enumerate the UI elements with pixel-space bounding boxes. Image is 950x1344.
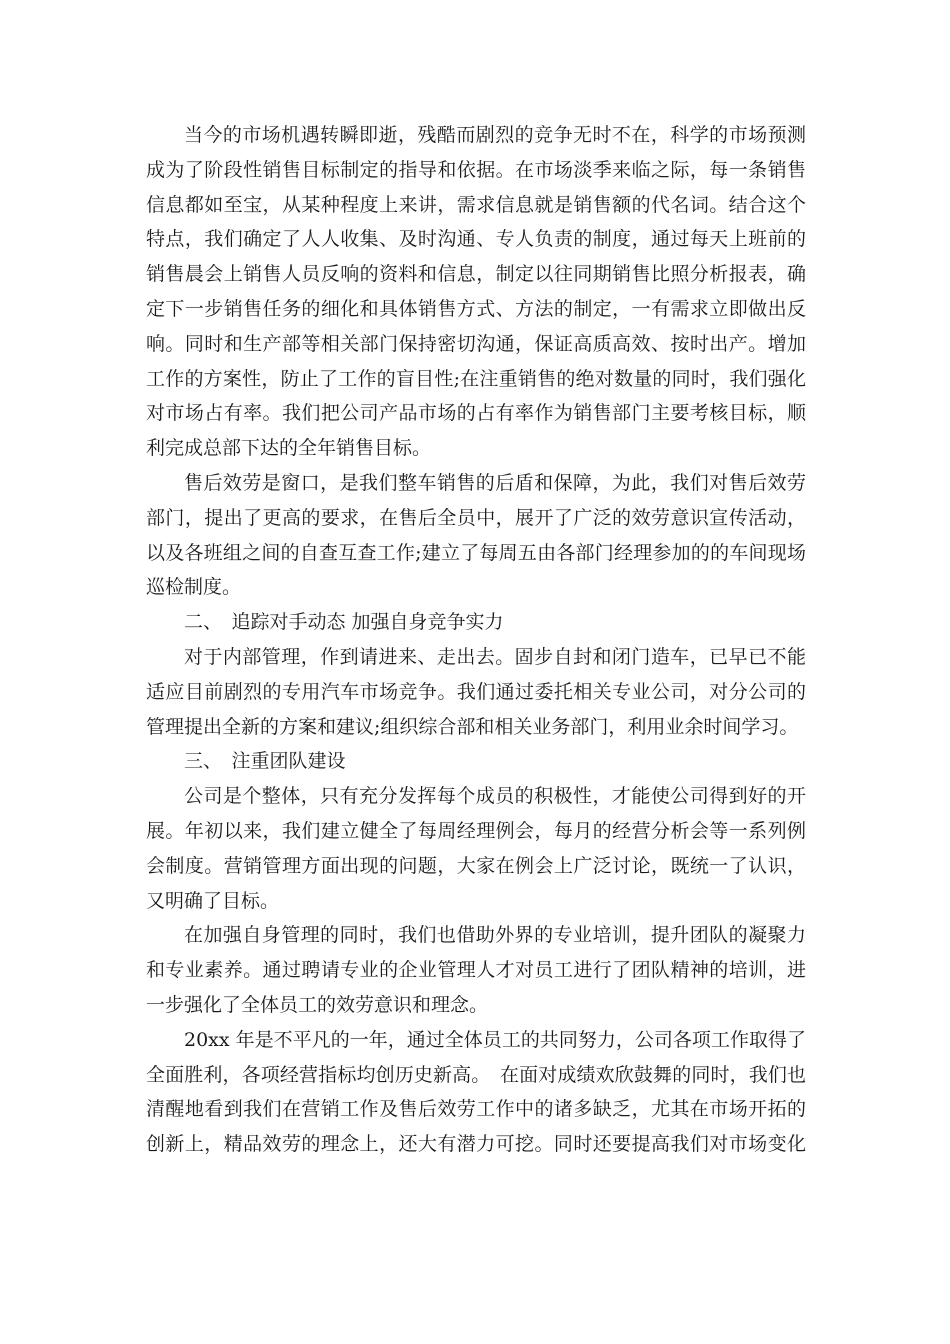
text-line: 售后效劳是窗口，是我们整车销售的后盾和保障，为此，我们对售后效劳 [184,471,806,494]
text-line: 销售晨会上销售人员反响的资料和信息，制定以往同期销售比照分析报表，确 [146,263,806,286]
text-line: 对市场占有率。我们把公司产品市场的占有率作为销售部门主要考核目标，顺 [146,402,806,425]
text-line: 信息都如至宝，从某种程度上来讲，需求信息就是销售额的代名词。结合这个 [146,193,806,216]
text-line: 适应目前剧烈的专用汽车市场竞争。我们通过委托相关专业公司，对分公司的 [146,680,806,703]
text-line: 和专业素养。通过聘请专业的企业管理人才对员工进行了团队精神的培训，进 [146,959,806,982]
text-line: 对于内部管理，作到请进来、走出去。固步自封和闭门造车，已早已不能 [184,645,806,668]
text-line: 巡检制度。 [146,576,242,599]
text-line: 又明确了目标。 [146,889,280,912]
text-line: 20xx 年是不平凡的一年，通过全体员工的共同努力，公司各项工作取得了 [184,1028,806,1051]
text-line: 三、 注重团队建设 [184,750,346,773]
text-line: 公司是个整体，只有充分发挥每个成员的积极性，才能使公司得到好的开 [184,785,806,808]
text-line: 二、 追踪对手动态 加强自身竞争实力 [184,611,504,634]
text-line: 会制度。营销管理方面出现的问题，大家在例会上广泛讨论，既统一了认识， [146,854,806,877]
text-line: 以及各班组之间的自查互查工作;建立了每周五由各部门经理参加的的车间现场 [146,541,806,564]
text-line: 创新上，精品效劳的理念上，还大有潜力可挖。同时还要提高我们对市场变化 [146,1133,806,1156]
text-line: 全面胜利，各项经营指标均创历史新高。 在面对成绩欢欣鼓舞的同时，我们也 [146,1063,806,1086]
text-line: 管理提出全新的方案和建议;组织综合部和相关业务部门，利用业余时间学习。 [146,715,799,738]
document-body [146,118,806,1162]
text-line: 成为了阶段性销售目标制定的指导和依据。在市场淡季来临之际，每一条销售 [146,158,806,181]
text-line: 当今的市场机遇转瞬即逝，残酷而剧烈的竞争无时不在，科学的市场预测 [184,124,806,146]
text-line: 在加强自身管理的同时，我们也借助外界的专业培训，提升团队的凝聚力 [184,924,806,947]
text-line: 清醒地看到我们在营销工作及售后效劳工作中的诸多缺乏，尤其在市场开拓的 [146,1098,806,1121]
text-line: 部门，提出了更高的要求，在售后全员中，展开了广泛的效劳意识宣传活动， [146,506,806,529]
text-line: 一步强化了全体员工的效劳意识和理念。 [146,993,489,1016]
text-line: 定下一步销售任务的细化和具体销售方式、方法的制定，一有需求立即做出反 [146,297,806,320]
text-line: 工作的方案性，防止了工作的盲目性;在注重销售的绝对数量的同时，我们强化 [146,367,806,390]
text-line: 利完成总部下达的全年销售目标。 [146,437,432,460]
text-line: 响。同时和生产部等相关部门保持密切沟通，保证高质高效、按时出产。增加 [146,332,806,355]
text-line: 展。年初以来，我们建立健全了每周经理例会，每月的经营分析会等一系列例 [146,819,806,842]
text-line: 特点，我们确定了人人收集、及时沟通、专人负责的制度，通过每天上班前的 [146,228,806,251]
